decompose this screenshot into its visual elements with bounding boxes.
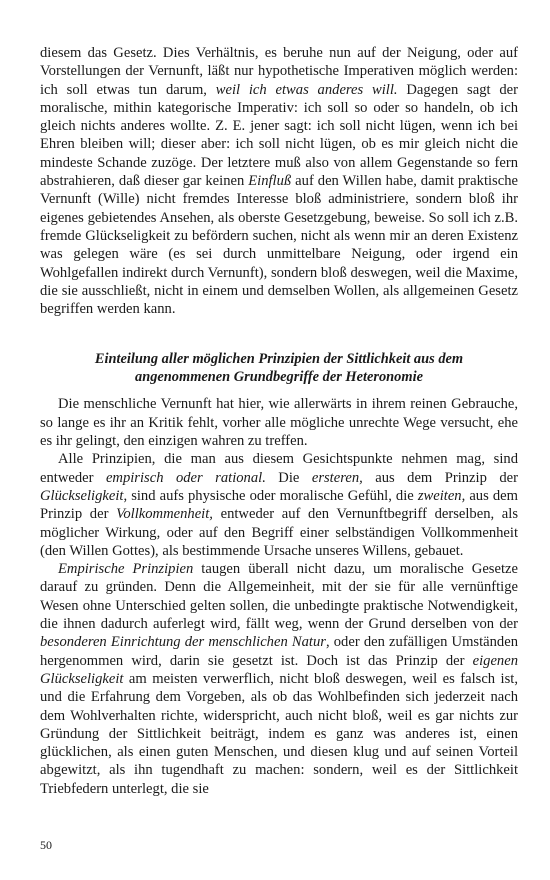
section-heading-line-2: angenommenen Grundbegriffe der Heteronomie [135,369,423,386]
text-run: diesem das Gesetz. Dies Verhältnis, es beruhe nun auf der Neigung, oder auf Vorstellungen der Vernunft, läßt nur hypothetische Imperativen möglich werden: ich soll etwas tun darum, [40,45,518,98]
emphasis-text: besonderen Einrichtung der menschlichen Natur [40,634,326,651]
text-run: Die [265,469,312,486]
paragraph-2 [40,450,518,560]
section-heading-line-1: Einteilung aller möglichen Prinzipien der Sittlichkeit aus dem [94,351,464,368]
paragraph-1 [40,395,518,450]
text-run: Die menschliche Vernunft hat hier, wie allerwärts in ihrem reinen Gebrauche, so lange es ihr an Kritik fehlt, vorher alle mögliche unrechte Wege versucht, ehe es ihr gelingt, den einzigen wahren zu treffen. [40,396,518,450]
emphasis-text: ersteren, [311,469,363,486]
emphasis-text: Glückseligkeit [40,487,124,504]
text-run: Alle Prinzipien, die man aus diesem Gesichtspunkte nehmen mag, sind entweder [40,451,518,486]
text-run: aus dem Prinzip der [40,487,518,523]
emphasis-text: Vollkommenheit, [116,506,213,523]
page-body [40,44,518,798]
paragraph-3 [40,560,518,798]
text-run: , sind aufs physische oder moralische Gefühl, die [123,487,418,504]
text-run: taugen überall nicht dazu, um moralische Gesetze darauf zu gründen. Denn die Allgemeinheit, mit der sie für alle vernünftige Wesen ohne Unterschied gelten sollen, die unbedingte praktische Notwendigkeit, die ihnen dadurch auferlegt wird, fällt weg, wenn der Grund derselben von der [40,561,518,633]
text-run: Dagegen sagt der moralische, mithin kategorische Imperativ: ich soll so oder so handeln, ob ich gleich nichts anderes wollte. Z. E. jener sagt: ich soll nicht lügen, wenn ich bei Ehren bleiben will; dieser aber: ich soll nicht lügen, ob es mir gleich nicht die mindeste Schande zuzöge. Der letztere muß also von allem Gegenstande so fern abstrahieren, daß dieser gar keinen [40,81,518,190]
text-run: auf den Willen habe, damit praktische Vernunft (Wille) nicht fremdes Interesse bloß administriere, sondern bloß ihr eigenes gebietendes Ansehen, als oberste Gesetzgebung, beweise. So soll ich z.B. fremde Glückseligkeit zu befördern suchen, nicht als wenn mir an deren Existenz was gelegen wäre (es sei durch unmittelbare Neigung, oder irgend ein Wohlgefallen indirekt durch Vernunft), sondern bloß deswegen, weil die Maxime, die sie ausschließt, nicht in einem und demselben Wollen, als allgemeinen Gesetz begriffen werden kann. [40,173,518,318]
emphasis-text: Empirische Prinzipien [58,561,194,578]
text-run: , oder den zufälligen Umständen hergenommen wird, darin sie gesetzt ist. Doch ist das Prinzip der [40,634,518,669]
emphasis-text: Einfluß [248,173,292,190]
emphasis-text: eigenen Glückseligkeit [40,652,518,687]
page-number: 50 [40,838,52,852]
emphasis-text: zweiten, [417,487,466,504]
emphasis-text: weil ich etwas anderes will. [215,81,398,98]
section-heading [40,350,518,386]
text-run: am meisten verwerflich, nicht bloß deswegen, weil es falsch ist, und die Erfahrung dem Vorgeben, als ob das Wohlbefinden sich jederzeit nach dem Wohlverhalten richte, widerspricht, auch nicht bloß, weil es gar nichts zur Gründung der Sittlichkeit beiträgt, indem es ganz was anderes ist, einen glücklichen, als einen guten Menschen, und diesen klug und auf seinen Vorteil abgewitzt, als ihn tugendhaft zu machen: sondern, weil es der Sittlichkeit Triebfedern unterlegt, die sie [40,670,518,797]
text-run: entweder auf den Vernunftbegriff derselben, als möglicher Wirkung, oder auf den Begriff einer selbständigen Vollkommenheit (den Willen Gottes), als bestimmende Ursache unseres Willens, gebauet. [40,506,518,559]
continuation-paragraph [40,44,518,318]
text-run: aus dem Prinzip der [362,469,518,486]
emphasis-text: empirisch oder rational. [105,469,266,486]
